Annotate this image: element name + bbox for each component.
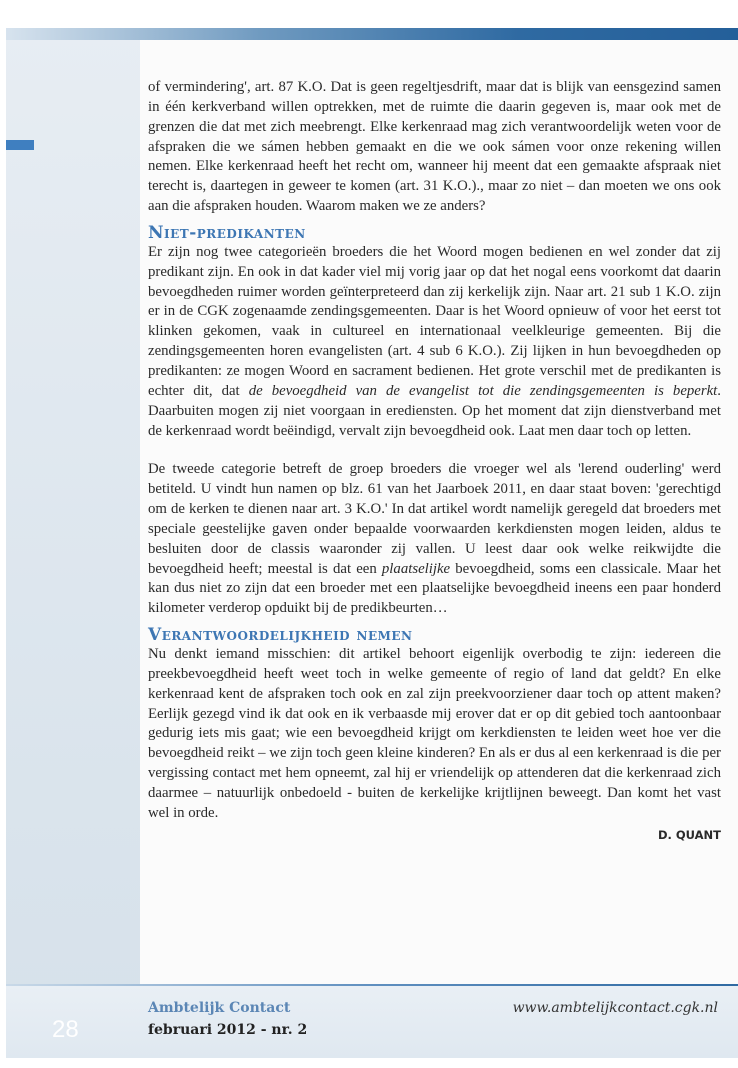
emphasis-plaatselijke: plaatselijke xyxy=(381,560,451,577)
paragraph-intro: of vermindering', art. 87 K.O. Dat is geen regeltjesdrift, maar dat is blijk van eensgezind samen in één kerkverband willen optrekken, met de ruimte die daarin gegeven is, maar ook met de grenzen die dat met zich meebrengt. Elke kerkenraad mag zich verantwoordelijk weten voor de afspraken die we sámen hebben gemaakt en die we ook sámen voor onze rekening willen nemen. Elke kerkenraad heeft het recht om, wanneer hij meent dat een gemaakte afspraak niet terecht is, daartegen in geweer te komen (art. 31 K.O.)., maar zo niet – dan moeten we ons ook aan die afspraken houden. Waarom maken we ze anders? xyxy=(148,79,721,215)
paragraph-lerend-ouderling-part-b: bevoegdheid, soms een classicale. Maar het kan dus niet zo zijn dat een broeder met een plaatselijke bevoegdheid ineens een paar honderd kilometer verderop opduikt bij de predikbeurten… xyxy=(148,560,722,617)
heading-niet-predikanten: Niet-predikanten xyxy=(148,222,306,243)
paragraph-lerend-ouderling xyxy=(148,460,721,619)
magazine-title: Ambtelijk Contact xyxy=(148,1000,291,1016)
author-signature: D. QUANT xyxy=(657,827,721,842)
left-accent-tab xyxy=(6,140,34,150)
footer-band xyxy=(6,986,738,1058)
paragraph-lerend-ouderling-part-a: De tweede categorie betreft de groep broeders die vroeger wel als 'lerend ouderling' werd betiteld. U vindt hun namen op blz. 61 van het Jaarboek 2011, en daar staat boven: 'gerechtigd om de kerken te dienen naar art. 3 K.O.' In dat artikel wordt namelijk geregeld dat broeders met speciale geestelijke gaven onder bepaalde voorwaarden kerkdiensten mogen leiden, aldus te besluiten door de classis waaronder zij vallen. U leest daar ook welke reikwijdte die bevoegdheid heeft; meestal is dat een xyxy=(148,461,721,577)
issue-label: februari 2012 - nr. 2 xyxy=(148,1022,308,1038)
left-margin-panel xyxy=(6,28,140,1058)
paragraph-evangelisten-part-a: Er zijn nog twee categorieën broeders die het Woord mogen bedienen en wel zonder dat zij predikant zijn. En ook in dat kader viel mij vorig jaar op dat het nogal eens voorkomt dat daarin bevoegdheden ruimer worden geïnterpreteerd dan zij kerkelijk zijn. Naar art. 21 sub 1 K.O. zijn er in de CGK zogenaamde zendingsgemeenten. Daar is het Woord opnieuw of voor het eerst tot klinken gekomen, vaak in cultureel en internationaal veelkleurige gemeenten. Bij die zendingsgemeenten horen evangelisten (art. 4 sub 6 K.O.). Zij lijken in hun bevoegdheden op predikanten: ze mogen Woord en sacrament bedienen. Het grote verschil met de predikanten is echter dit, dat xyxy=(148,243,721,399)
website-url: www.ambtelijkcontact.cgk.nl xyxy=(512,1000,718,1016)
heading-verantwoordelijkheid-nemen: Verantwoordelijkheid nemen xyxy=(148,625,413,646)
article-body xyxy=(148,78,721,846)
paragraph-evangelisten-part-b: . Daarbuiten mogen zij niet voorgaan in erediensten. Op het moment dat zijn dienstverband met de kerkenraad wordt beëindigd, vervalt zijn bevoegdheid ook. Laat men daar toch op letten. xyxy=(148,382,721,439)
page-number: 28 xyxy=(52,1016,79,1043)
emphasis-bevoegdheid-evangelist: de bevoegdheid van de evangelist tot die zendingsgemeenten is beperkt xyxy=(248,382,718,399)
top-color-bar xyxy=(6,28,738,40)
paragraph-verantwoordelijkheid: Nu denkt iemand misschien: dit artikel behoort eigenlijk overbodig te zijn: iedereen die preekbevoegdheid heeft weet toch in welke gemeente of regio of land dat geldt? En elke kerkenraad kent de afspraken toch ook en zal zijn preekvoorziener daar toch op attent maken? Eerlijk gezegd vind ik dat ook en ik verbaasde mij erover dat er op dit gebied toch aantoonbaar gedurig iets mis gaat; wie een bevoegdheid krijgt om kerkdiensten te leiden weet hoe ver die bevoegdheid reikt – we zijn toch geen kleine kinderen? En als er dus al een kerkenraad is die per vergissing contact met hem opneemt, zal hij er vriendelijk op attenderen dat die kerkenraad zich daarmee – natuurlijk onbedoeld - buiten de kerkelijke krijtlijnen beweegt. Dan komt het vast wel in orde. xyxy=(148,646,721,821)
paragraph-evangelisten xyxy=(148,243,721,441)
